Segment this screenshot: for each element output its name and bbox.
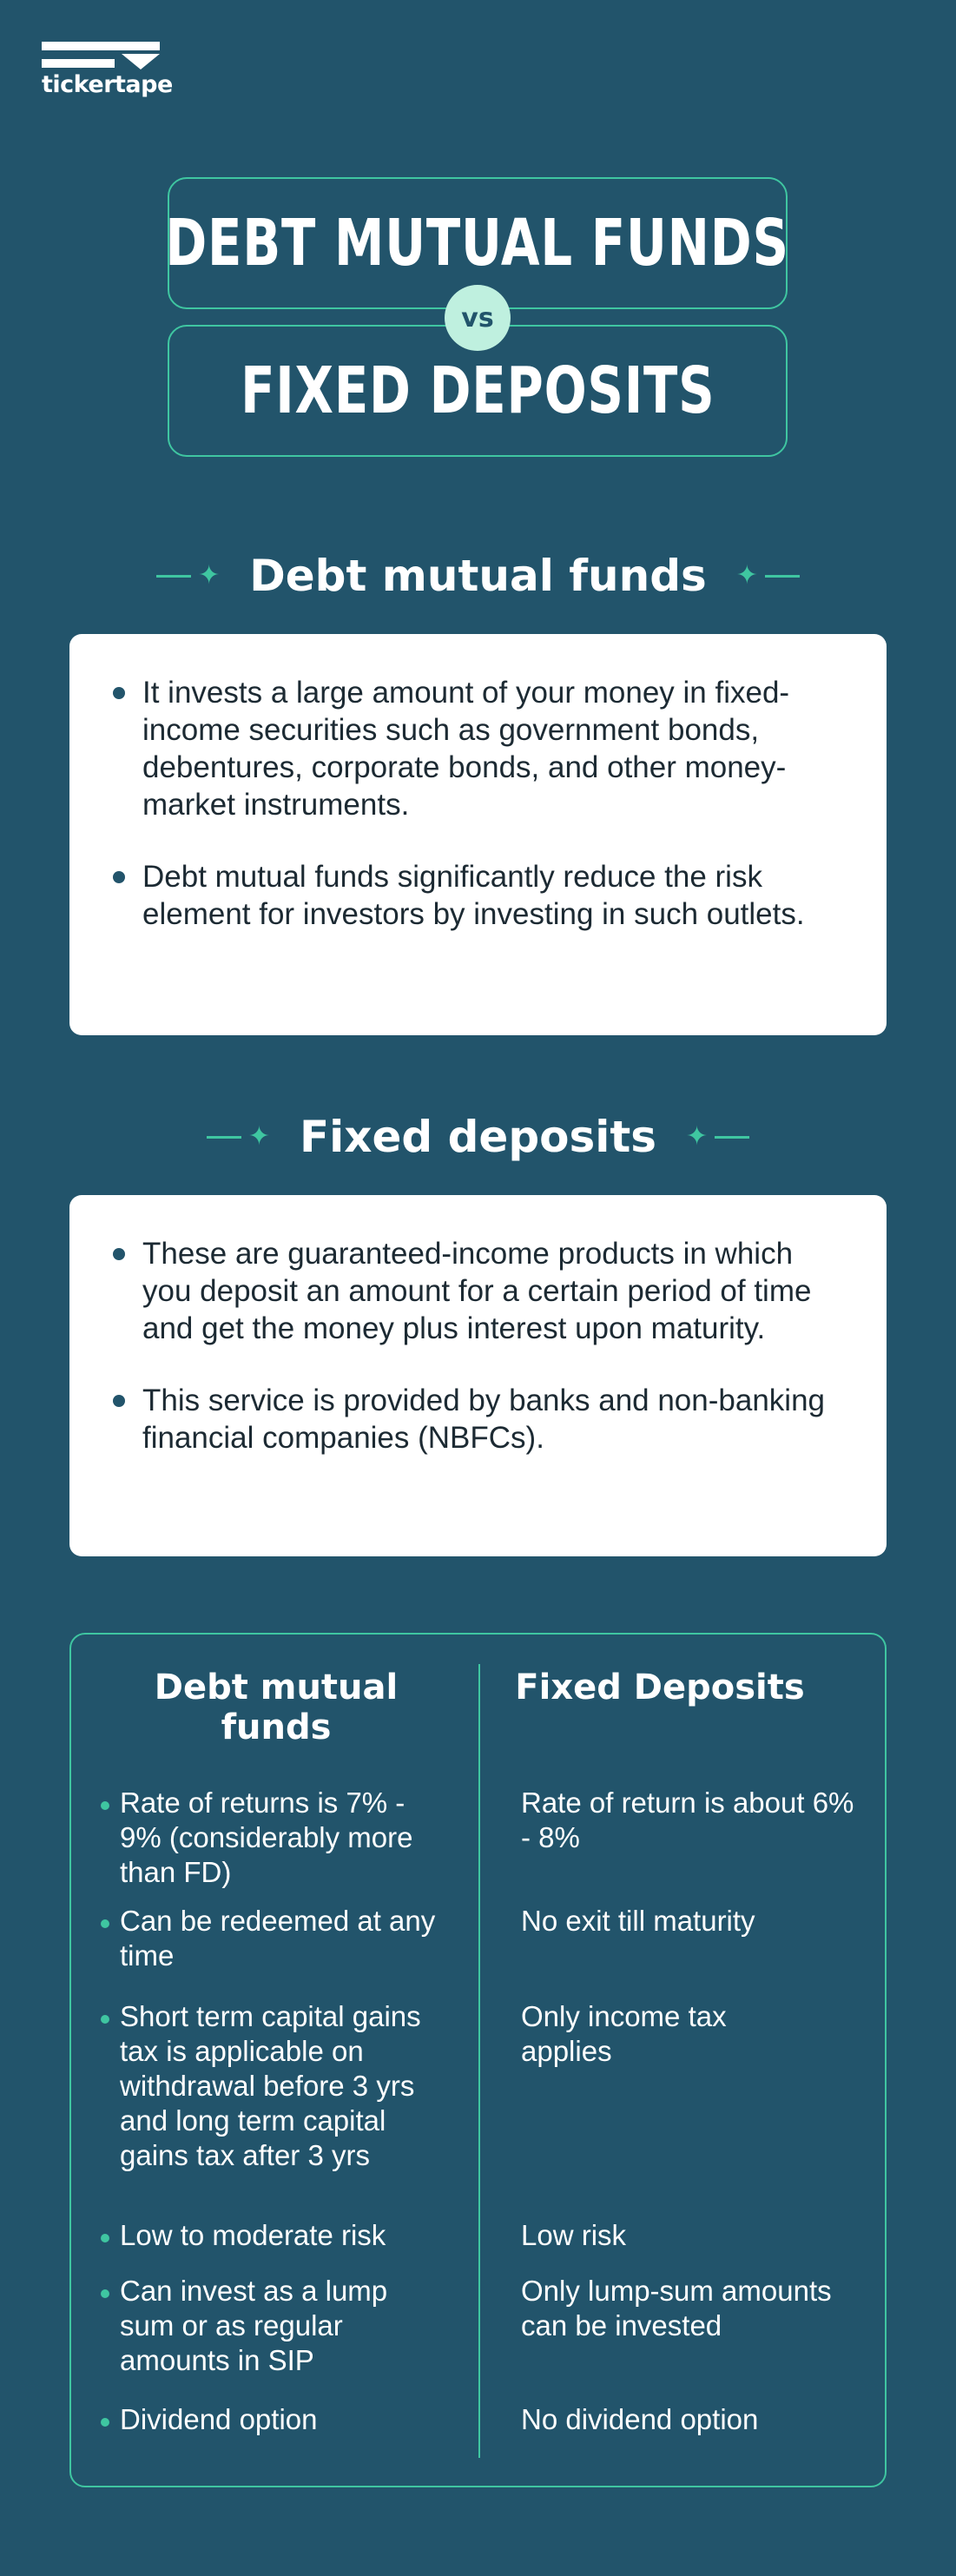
list-item xyxy=(113,674,834,823)
table-cell-left: Can be redeemed at any time xyxy=(120,1905,436,1972)
bullet-icon xyxy=(101,2418,109,2427)
table-cell-right: No dividend option xyxy=(521,2403,759,2435)
bullet-icon xyxy=(101,2015,109,2024)
sparkle-left-icon: ✦ xyxy=(156,563,227,589)
list-item xyxy=(113,858,834,933)
table-cell-left: Can invest as a lump sum or as regular amounts in SIP xyxy=(120,2275,388,2376)
bullet-icon xyxy=(113,687,125,699)
table-cell-right: No exit till maturity xyxy=(521,1905,755,1937)
list-item xyxy=(113,1382,834,1456)
bullet-icon xyxy=(101,2289,109,2298)
sparkle-left-icon: ✦ xyxy=(207,1124,277,1150)
bullet-icon xyxy=(113,1395,125,1407)
bullet-icon xyxy=(113,1248,125,1260)
comparison-table xyxy=(69,1633,887,2487)
section-title-fd-text: Fixed deposits xyxy=(299,1112,657,1162)
table-cell-right: Rate of return is about 6% - 8% xyxy=(521,1787,854,1853)
debt-bullet-2: Debt mutual funds significantly reduce the risk element for investors by investing in such outlets. xyxy=(142,860,805,931)
list-item xyxy=(113,1235,834,1347)
logo-mark-icon xyxy=(42,42,160,69)
section-title-debt-text: Debt mutual funds xyxy=(249,551,707,601)
logo-text: tickertape xyxy=(42,71,173,98)
title-fixed-deposits: FIXED DEPOSITS xyxy=(240,353,715,428)
section-title-fd xyxy=(0,1106,956,1167)
column-header-debt: Debt mutual funds xyxy=(154,1668,399,1747)
debt-info-card xyxy=(69,634,887,1035)
table-cell-right: Low risk xyxy=(521,2219,627,2251)
bullet-icon xyxy=(101,2234,109,2242)
sparkle-right-icon: ✦ xyxy=(679,1124,749,1150)
vs-badge: vs xyxy=(445,285,511,351)
sparkle-right-icon: ✦ xyxy=(729,563,800,589)
debt-bullet-1: It invests a large amount of your money in fixed-income securities such as government bonds, debentures, corporate bonds, and other money-market instruments. xyxy=(142,676,790,822)
fd-info-card xyxy=(69,1195,887,1556)
fd-bullet-2: This service is provided by banks and non-banking financial companies (NBFCs). xyxy=(142,1384,825,1455)
table-cell-right: Only income tax applies xyxy=(521,2000,727,2067)
table-cell-left: Rate of returns is 7% - 9% (considerably more than FD) xyxy=(120,1787,413,1888)
table-cell-left: Short term capital gains tax is applicable on withdrawal before 3 yrs and long term capital gains tax after 3 yrs xyxy=(120,2000,421,2171)
table-cell-left: Dividend option xyxy=(120,2403,318,2435)
tickertape-logo xyxy=(42,42,173,98)
table-cell-left: Low to moderate risk xyxy=(120,2219,386,2251)
column-divider xyxy=(478,1664,480,2458)
bullet-icon xyxy=(101,1919,109,1928)
section-title-debt xyxy=(0,545,956,606)
title-debt-mutual-funds: DEBT MUTUAL FUNDS xyxy=(165,206,790,281)
column-header-fd: Fixed Deposits xyxy=(515,1668,805,1707)
bullet-icon xyxy=(113,871,125,883)
fd-bullet-1: These are guaranteed-income products in which you deposit an amount for a certain period of time and get the money plus interest upon maturity. xyxy=(142,1237,812,1345)
table-cell-right: Only lump-sum amounts can be invested xyxy=(521,2275,832,2342)
bullet-icon xyxy=(101,1801,109,1810)
